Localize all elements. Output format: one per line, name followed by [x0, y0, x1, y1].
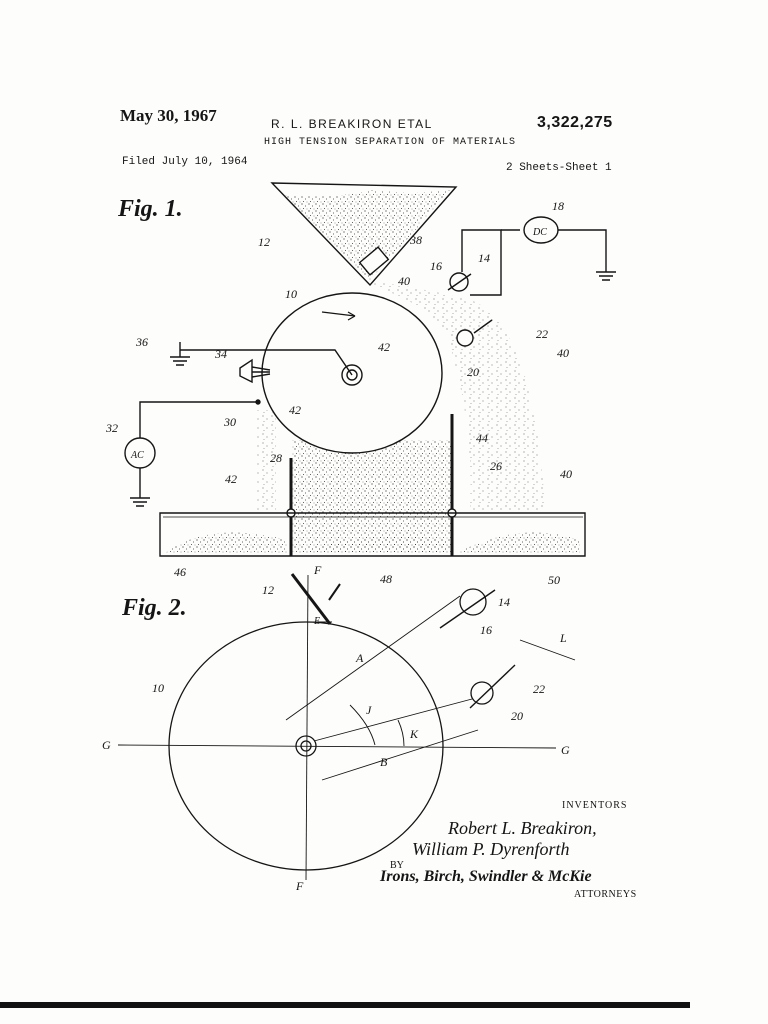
ref-38: 38: [410, 233, 422, 247]
attorneys-label: ATTORNEYS: [574, 889, 637, 900]
ref-J: J: [366, 703, 372, 717]
inventor-name: R. L. BREAKIRON ETAL: [271, 117, 433, 131]
ref-46: 46: [174, 565, 186, 579]
inventor-2-name: William P. Dyrenforth: [412, 839, 570, 859]
filed-date: Filed July 10, 1964: [122, 156, 248, 168]
ref-32: 32: [106, 421, 118, 435]
ref-42c: 42: [225, 472, 237, 486]
ref-26: 26: [490, 459, 502, 473]
sheet-count: 2 Sheets-Sheet 1: [506, 162, 612, 174]
ref-42b: 42: [289, 403, 301, 417]
ref-K: K: [410, 727, 419, 741]
ref-G-right: G: [561, 743, 570, 757]
ref-10: 10: [285, 287, 297, 301]
ref-18: 18: [552, 199, 564, 213]
ref-G-left: G: [102, 738, 111, 752]
ref-44: 44: [476, 431, 488, 445]
dc-label: DC: [533, 227, 547, 238]
ref-36: 36: [136, 335, 148, 349]
ref-20: 20: [467, 365, 479, 379]
fig2-ref-22: 22: [533, 682, 545, 696]
ref-B: B: [380, 755, 388, 769]
fig1-group: [125, 183, 616, 556]
ac-label: AC: [131, 450, 144, 461]
inventor-1-name: Robert L. Breakiron,: [448, 818, 597, 838]
fig2-electrode-20: [471, 682, 493, 704]
attorneys-signature: Irons, Birch, Swindler & McKie: [380, 868, 592, 885]
inventors-label: INVENTORS: [562, 800, 628, 811]
ref-F-top: F: [314, 563, 322, 577]
ref-12: 12: [258, 235, 270, 249]
feed-plate-12: [292, 574, 330, 624]
patent-date: May 30, 1967: [120, 106, 217, 125]
ref-16: 16: [430, 259, 442, 273]
by-label: BY: [390, 860, 404, 871]
ref-A: A: [356, 651, 364, 665]
ref-40a: 40: [398, 274, 410, 288]
ref-F-bottom: F: [296, 879, 304, 893]
ref-50: 50: [548, 573, 560, 587]
fig2-ref-20: 20: [511, 709, 523, 723]
ref-40c: 40: [560, 467, 572, 481]
ref-42a: 42: [378, 340, 390, 354]
ref-14: 14: [478, 251, 490, 265]
ref-40b: 40: [557, 346, 569, 360]
fig2-ref-16: 16: [480, 623, 492, 637]
ref-L: L: [560, 631, 567, 645]
ref-28: 28: [270, 451, 282, 465]
fig2-label: Fig. 2.: [122, 595, 187, 621]
ref-48: 48: [380, 572, 392, 586]
ref-30: 30: [224, 415, 236, 429]
electrode-20: [457, 330, 473, 346]
fig2-ref-12: 12: [262, 583, 274, 597]
brush-34: [240, 360, 252, 382]
patent-number: 3,322,275: [537, 114, 613, 131]
scan-edge-bar: [0, 1002, 690, 1008]
ref-34: 34: [215, 347, 227, 361]
fig1-label: Fig. 1.: [118, 196, 183, 222]
ref-E: E: [314, 616, 321, 627]
ref-22: 22: [536, 327, 548, 341]
patent-title: HIGH TENSION SEPARATION OF MATERIALS: [264, 137, 517, 148]
fig2-ref-14: 14: [498, 595, 510, 609]
fig2-ref-10: 10: [152, 681, 164, 695]
